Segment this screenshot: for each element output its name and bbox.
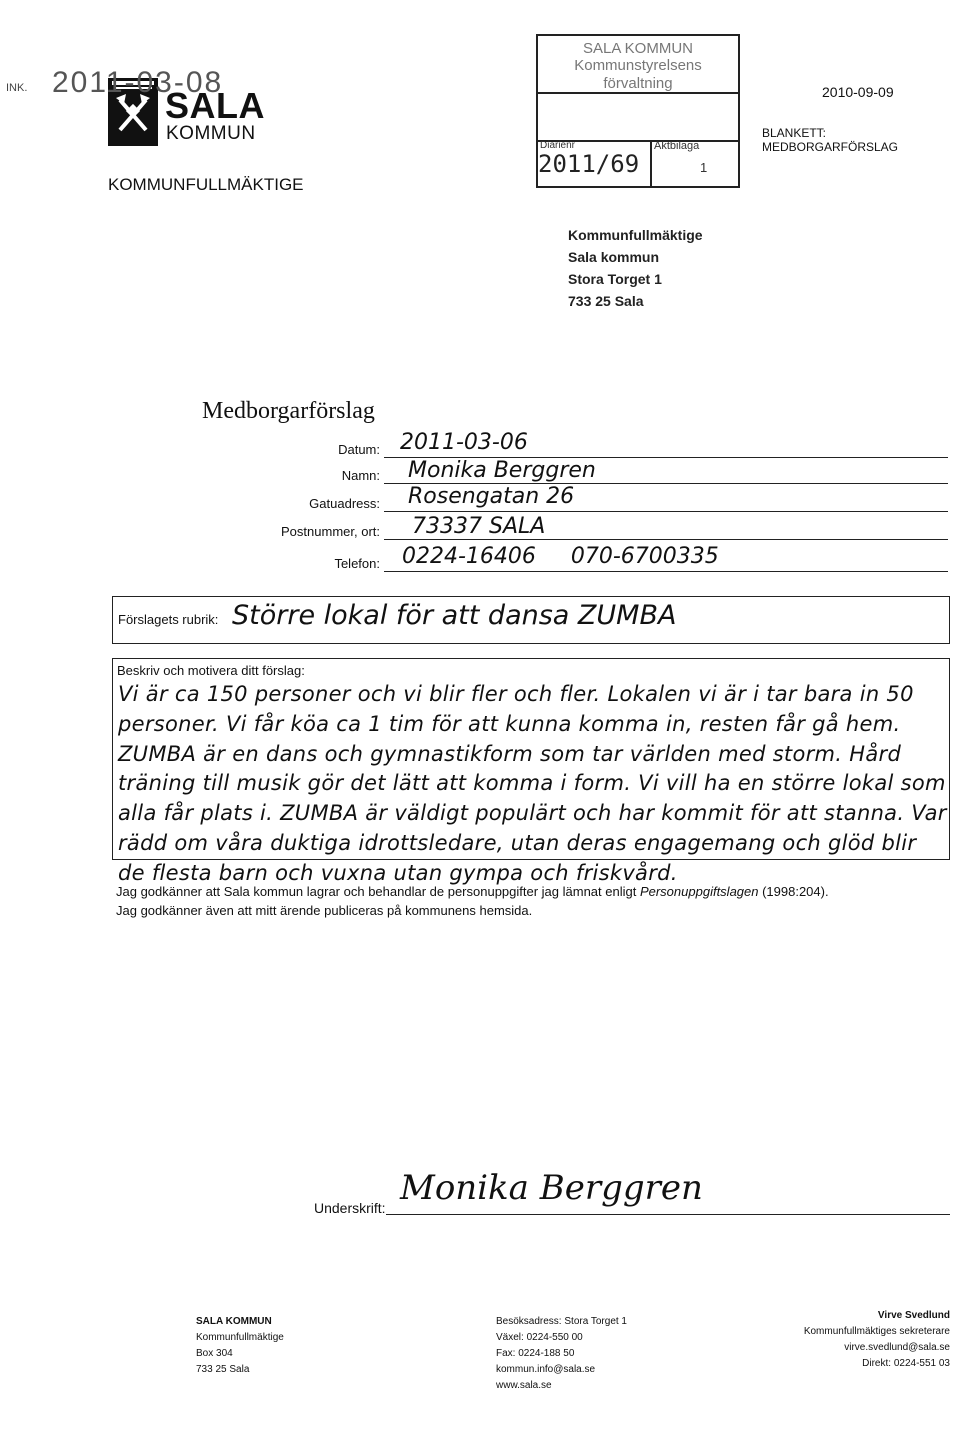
postnummer-field: 73337 SALA	[412, 514, 546, 539]
stamp-diarienr: 2011/69	[538, 150, 640, 178]
footer-secretary-name: Virve Svedlund	[877, 1310, 950, 1321]
namn-field: Monika Berggren	[408, 458, 596, 483]
footer-visiting	[496, 1314, 627, 1394]
telefon-label: Telefon:	[334, 556, 380, 571]
recipient-line4: 733 25 Sala	[568, 293, 644, 309]
footer-fax: Fax: 0224-188 50	[496, 1348, 575, 1359]
signature-line	[386, 1214, 950, 1215]
footer-contact	[196, 1314, 284, 1378]
consent-line1-start: Jag godkänner att Sala kommun lagrar och behandlar de personuppgifter jag lämnat enligt	[116, 884, 640, 899]
gatuadress-field: Rosengatan 26	[408, 484, 575, 509]
footer-secretary	[760, 1308, 950, 1372]
recipient-line1: Kommunfullmäktige	[568, 227, 703, 243]
consent-text	[116, 882, 829, 920]
gatuadress-line	[384, 511, 948, 512]
namn-label: Namn:	[341, 468, 380, 483]
stamp-org-line1: SALA KOMMUN	[582, 40, 694, 57]
recipient-line3: Stora Torget 1	[568, 271, 662, 287]
recipient-line2: Sala kommun	[568, 249, 660, 265]
rubric-value: Större lokal för att dansa ZUMBA	[232, 600, 677, 631]
consent-law-name: Personuppgiftslagen	[639, 884, 759, 899]
footer-web: www.sala.se	[496, 1380, 552, 1391]
footer-secretary-title: Kommunfullmäktiges sekreterare	[803, 1326, 950, 1337]
gatuadress-label: Gatuadress:	[309, 496, 380, 511]
footer-secretary-phone: Direkt: 0224-551 03	[862, 1358, 950, 1369]
consent-line2: Jag godkänner även att mitt ärende publiceras på kommunens hemsida.	[116, 903, 533, 918]
stamp-org-line2: Kommunstyrelsens förvaltning	[574, 57, 702, 92]
motivation-label: Beskriv och motivera ditt förslag:	[117, 663, 305, 678]
footer-email: kommun.info@sala.se	[496, 1364, 596, 1375]
telefon-line	[384, 571, 948, 572]
consent-line1-end: (1998:204).	[758, 884, 829, 899]
footer-switchboard: Växel: 0224-550 00	[496, 1332, 583, 1343]
postnummer-line	[384, 539, 948, 540]
footer-dept: Kommunfullmäktige	[196, 1332, 284, 1343]
form-code: BLANKETT: MEDBORGARFÖRSLAG	[762, 126, 899, 154]
org-unit: KOMMUNFULLMÄKTIGE	[108, 175, 304, 194]
telefon-field: 0224-16406 070-6700335	[402, 544, 719, 569]
stamp-org	[538, 40, 738, 92]
datum-field: 2011-03-06	[400, 430, 528, 455]
recipient-address	[568, 224, 703, 312]
footer-org: SALA KOMMUN	[196, 1316, 272, 1327]
stamp-aktbilaga: 1	[700, 160, 708, 175]
stamp-aktbilaga-label: Aktbilaga	[654, 140, 700, 152]
document-date: 2010-09-09	[822, 84, 894, 100]
logo-kommun-text: KOMMUN	[166, 123, 256, 144]
rubric-label: Förslagets rubrik:	[118, 612, 219, 627]
stamp-diarienr-label: Diarienr	[540, 140, 576, 151]
footer-postcode: 733 25 Sala	[196, 1364, 250, 1375]
footer-secretary-email: virve.svedlund@sala.se	[844, 1342, 950, 1353]
signature-label: Underskrift:	[314, 1200, 386, 1216]
footer-visit-address: Besöksadress: Stora Torget 1	[496, 1316, 627, 1327]
logo-sala-text: SALA	[165, 85, 265, 126]
stamp-ink-label: INK.	[6, 82, 28, 94]
footer-box: Box 304	[196, 1348, 233, 1359]
stamp-received-date: 2011-03-08	[52, 66, 224, 99]
postnummer-label: Postnummer, ort:	[281, 524, 380, 539]
page-title: Medborgarförslag	[202, 398, 375, 424]
motivation-text: Vi är ca 150 personer och vi blir fler och fler. Lokalen vi är i tar bara in 50 personer. Vi får köa ca 1 tim för att kunna komma in, resten får gå hem. ZUMBA är en dans och gymnastikform som tar världen med storm. Hård träning till musik gör det lätt att komma i form. Vi vill ha en större lokal som alla får plats i. ZUMBA är väldigt populärt och har kommit för att stanna. Var rädd om våra duktiga idrottsledare, utan deras engagemang och glöd blir de flesta barn och vuxna utan gympa och friskvård.	[118, 682, 947, 885]
consent-line1	[116, 882, 829, 901]
datum-label: Datum:	[338, 442, 380, 457]
signature: Monika Berggren	[400, 1168, 703, 1208]
